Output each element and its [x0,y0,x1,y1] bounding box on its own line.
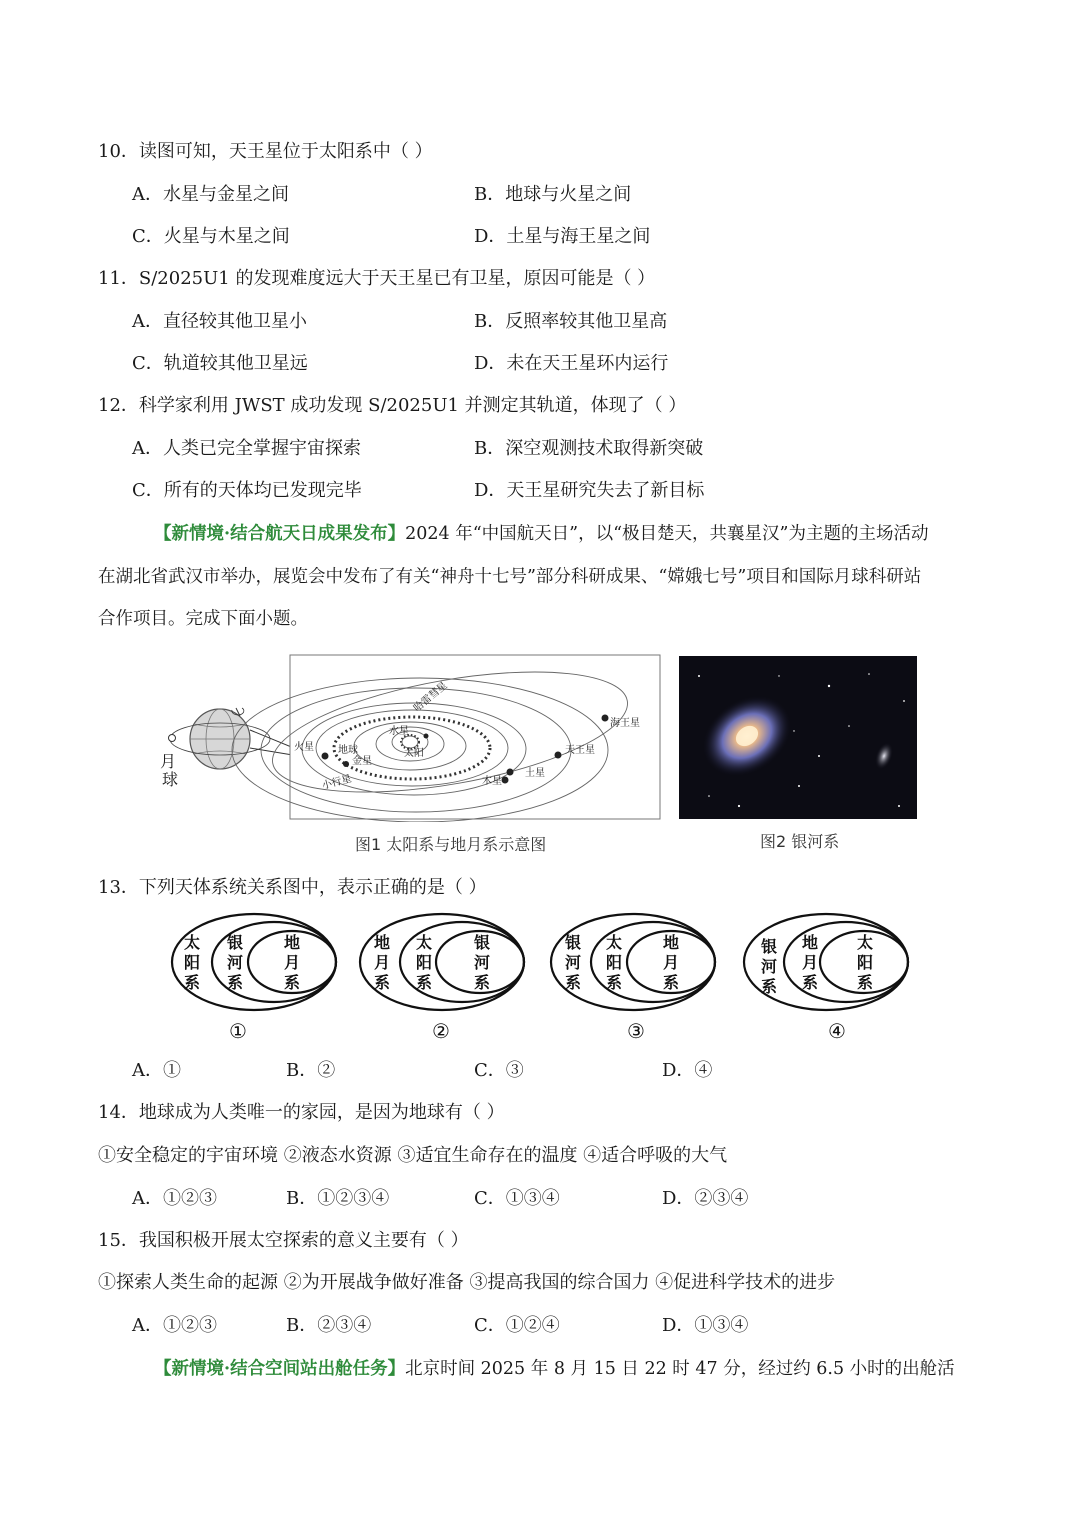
q14-option-a[interactable]: A．①②③ [132,1188,217,1209]
d3-outer-3: 系 [564,973,582,992]
context1-text1: 2024 年“中国航天日”，以“极目楚天，共襄星汉”为主题的主场活动 [405,524,929,544]
q14-option-b[interactable]: B．①②③④ [286,1188,390,1209]
d3-middle-1: 太 [605,933,623,952]
d1-outer-3: 系 [183,973,201,992]
system-relation-diagrams [168,910,918,1045]
d1-inner-1: 地 [283,933,301,952]
context2-text: 北京时间 2025 年 8 月 15 日 22 时 47 分，经过约 6.5 小时的出舱活 [405,1359,955,1379]
label-earth: 地球 [338,745,358,756]
q11-option-b[interactable]: B．反照率较其他卫星高 [474,311,668,332]
d3-middle-2: 阳 [605,953,623,972]
label-mars: 火星 [294,742,314,753]
d4-middle-2: 月 [801,953,819,972]
q11-stem: 11．S/2025U1 的发现难度远大于天王星已有卫星，原因可能是（ ） [98,268,656,289]
q12-option-b[interactable]: B．深空观测技术取得新突破 [474,438,704,459]
q14-items: ①安全稳定的宇宙环境 ②液态水资源 ③适宜生命存在的温度 ④适合呼吸的大气 [98,1145,728,1166]
context1-line2: 在湖北省武汉市举办，展览会中发布了有关“神舟十七号”部分科研成果、“嫦娥七号”项目和国际月球科研站 [98,567,922,587]
label-saturn: 土星 [525,768,545,779]
q13-option-d[interactable]: D．④ [662,1060,713,1081]
d2-middle-1: 太 [415,933,433,952]
diagram-1-number: ① [229,1019,247,1043]
q10-option-a[interactable]: A．水星与金星之间 [132,184,289,205]
diagram-3-number: ③ [627,1019,645,1043]
d4-inner-1: 太 [856,933,874,952]
d2-outer-1: 地 [373,933,391,952]
solar-system-diagram [160,652,665,822]
d4-inner-2: 阳 [856,953,874,972]
d1-outer-2: 阳 [183,953,201,972]
q10-stem: 10．读图可知，天王星位于太阳系中（ ） [98,141,433,162]
q15-stem: 15．我国积极开展太空探索的意义主要有（ ） [98,1230,469,1251]
diagram-4-number: ④ [828,1019,846,1043]
q13-stem: 13．下列天体系统关系图中，表示正确的是（ ） [98,877,487,898]
d2-outer-3: 系 [373,973,391,992]
d1-middle-3: 系 [226,973,244,992]
d3-inner-2: 月 [662,953,680,972]
label-moon-2: 球 [162,770,179,789]
d3-outer-2: 河 [564,953,582,972]
context1-line3: 合作项目。完成下面小题。 [98,609,308,629]
label-mercury: 水星 [389,726,409,737]
label-sun: 太阳 [404,748,424,759]
q14-stem: 14．地球成为人类唯一的家园，是因为地球有（ ） [98,1102,505,1123]
q12-stem: 12．科学家利用 JWST 成功发现 S/2025U1 并测定其轨道，体现了（ ） [98,395,687,416]
d3-inner-1: 地 [662,933,680,952]
q13-option-a[interactable]: A．① [132,1060,181,1081]
q12-option-c[interactable]: C．所有的天体均已发现完毕 [132,480,362,501]
context1-tag: 【新情境·结合航天日成果发布】 [154,524,406,544]
label-asteroid: 小行星 [320,773,353,792]
q10-option-b[interactable]: B．地球与火星之间 [474,184,632,205]
q10-option-c[interactable]: C．火星与木星之间 [132,226,290,247]
context1-line1 [154,522,928,546]
q13-option-b[interactable]: B．② [286,1060,336,1081]
figure1-caption: 图1 太阳系与地月系示意图 [355,835,547,854]
q11-option-d[interactable]: D．未在天王星环内运行 [474,353,669,374]
q15-option-d[interactable]: D．①③④ [662,1315,749,1336]
q12-option-a[interactable]: A．人类已完全掌握宇宙探索 [132,438,361,459]
label-neptune: 海王星 [610,718,640,729]
q15-option-c[interactable]: C．①②④ [474,1315,560,1336]
d2-inner-3: 系 [473,973,491,992]
label-comet: 哈雷彗星 [411,680,450,715]
d2-outer-2: 月 [373,953,391,972]
q15-option-a[interactable]: A．①②③ [132,1315,217,1336]
d4-outer-3: 系 [760,977,778,996]
q14-option-c[interactable]: C．①③④ [474,1188,560,1209]
d4-middle-3: 系 [801,973,819,992]
q14-option-d[interactable]: D．②③④ [662,1188,749,1209]
label-venus: 金星 [352,756,372,767]
d1-outer-1: 太 [183,933,201,952]
diagram-2-number: ② [432,1019,450,1043]
q15-option-b[interactable]: B．②③④ [286,1315,372,1336]
d4-outer-1: 银 [760,937,778,956]
label-uranus: 天王星 [565,745,595,756]
context2-line [154,1357,955,1381]
d1-inner-3: 系 [283,973,301,992]
q10-option-d[interactable]: D．土星与海王星之间 [474,226,651,247]
figure2-caption: 图2 银河系 [760,832,840,851]
d1-middle-2: 河 [226,953,244,972]
label-jupiter: 木星 [482,776,502,787]
label-moon: 月 [160,752,177,771]
d2-inner-1: 银 [473,933,491,952]
d4-middle-1: 地 [801,933,819,952]
q11-option-a[interactable]: A．直径较其他卫星小 [132,311,307,332]
context2-tag: 【新情境·结合空间站出舱任务】 [154,1359,406,1379]
q13-option-c[interactable]: C．③ [474,1060,524,1081]
d4-inner-3: 系 [856,973,874,992]
d2-middle-2: 阳 [415,953,433,972]
d4-outer-2: 河 [760,957,778,976]
d3-outer-1: 银 [564,933,582,952]
earth-globe-icon [190,708,250,769]
d2-middle-3: 系 [415,973,433,992]
d1-inner-2: 月 [283,953,301,972]
q11-option-c[interactable]: C．轨道较其他卫星远 [132,353,308,374]
galaxy-photo [679,656,917,819]
q12-option-d[interactable]: D．天王星研究失去了新目标 [474,480,705,501]
d3-inner-3: 系 [662,973,680,992]
d1-middle-1: 银 [226,933,244,952]
d3-middle-3: 系 [605,973,623,992]
d2-inner-2: 河 [473,953,491,972]
moon-dot [169,735,176,742]
q15-items: ①探索人类生命的起源 ②为开展战争做好准备 ③提高我国的综合国力 ④促进科学技术的进步 [98,1272,836,1293]
